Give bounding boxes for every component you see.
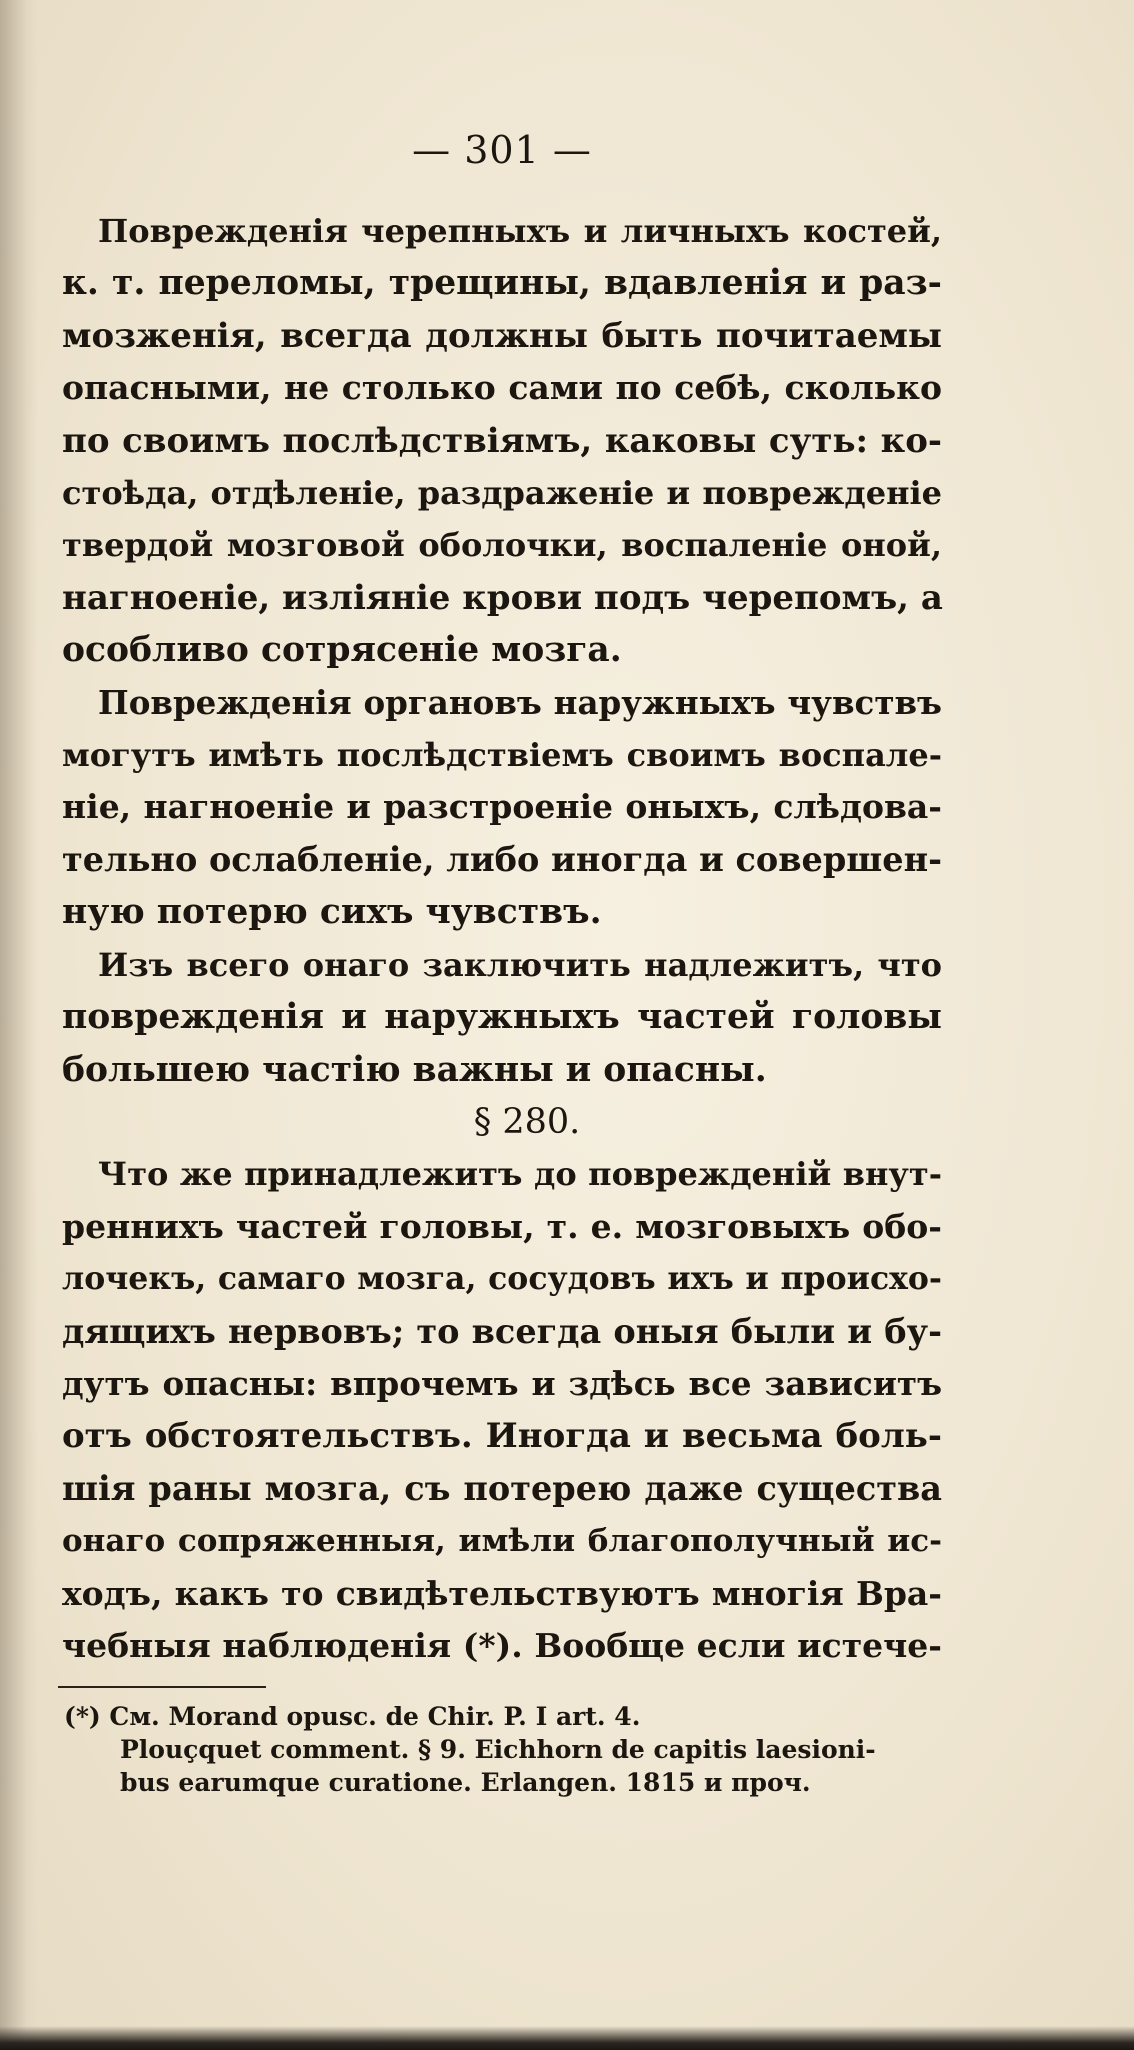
text-line: твердой мозговой оболочки, воспаленіе оной,	[62, 526, 942, 565]
footnote-line: Plouçquet comment. § 9. Eichhorn de capitis laesioni-	[120, 1735, 876, 1764]
text-line: по своимъ послѣдствіямъ, каковы суть: ко-	[62, 420, 942, 461]
footnote-line: (*) См. Morand opusc. de Chir. P. I art. 4.	[64, 1702, 641, 1731]
text-line: Что же принадлежитъ до поврежденій внут-	[98, 1155, 942, 1194]
text-line: дящихъ нервовъ; то всегда оныя были и бу-	[62, 1311, 942, 1351]
text-line: к. т. переломы, трещины, вдавленія и раз-	[62, 263, 942, 304]
paragraph-skull-injuries	[62, 205, 942, 677]
text-line: поврежденія и наружныхъ частей головы	[62, 997, 942, 1038]
footnote-line: bus earumque curatione. Erlangen. 1815 и проч.	[120, 1768, 811, 1797]
text-line: чебныя наблюденія (*). Вообще если истече-	[62, 1625, 942, 1665]
paragraph-conclusion	[62, 939, 942, 1096]
page-bottom-edge	[0, 2026, 1134, 2050]
text-line: онаго сопряженныя, имѣли благополучный ис-	[62, 1523, 942, 1560]
page-gutter-shadow	[0, 0, 38, 2050]
text-line: опасными, не столько сами по себѣ, сколько	[62, 368, 942, 408]
paragraph-internal-injuries	[62, 1148, 942, 1672]
text-line: реннихъ частей головы, т. е. мозговыхъ обо-	[62, 1206, 942, 1246]
paragraph-sense-organs	[62, 677, 942, 939]
page-number: — 301 —	[412, 128, 592, 172]
text-line: Поврежденія органовъ наружныхъ чувствъ	[98, 682, 942, 722]
section-heading: § 280.	[473, 1101, 581, 1142]
text-line: ходъ, какъ то свидѣтельствуютъ многія Вра-	[62, 1573, 942, 1613]
text-line: дутъ опасны: впрочемъ и здѣсь все зависитъ	[62, 1363, 942, 1403]
text-line: тельно ослабленіе, либо иногда и совершен-	[62, 839, 942, 879]
text-line: нагноеніе, изліяніе крови подъ черепомъ, а	[62, 577, 943, 618]
text-line: особливо сотрясеніе мозга.	[62, 630, 622, 671]
text-line: ніе, нагноеніе и разстроеніе оныхъ, слѣдова-	[62, 787, 942, 827]
text-line: ную потерю сихъ чувствъ.	[62, 892, 602, 933]
text-line: Изъ всего онаго заключить надлежитъ, что	[98, 945, 942, 984]
text-line: Поврежденія черепныхъ и личныхъ костей,	[98, 212, 942, 250]
text-line: мозженія, всегда должны быть почитаемы	[62, 315, 942, 356]
text-line: лочекъ, самаго мозга, сосудовъ ихъ и происхо-	[62, 1260, 942, 1298]
text-line: стоѣда, отдѣленіе, раздраженіе и поврежденіе	[62, 474, 942, 513]
text-line: шія раны мозга, съ потерею даже существа	[62, 1468, 942, 1508]
body-text	[62, 205, 942, 1672]
footnote	[64, 1700, 944, 1799]
text-line: могутъ имѣть послѣдствіемъ своимъ воспале-	[62, 736, 942, 775]
text-line: отъ обстоятельствъ. Иногда и весьма боль-	[62, 1416, 942, 1457]
footnote-divider	[58, 1686, 266, 1688]
text-line: большею частію важны и опасны.	[62, 1049, 767, 1090]
